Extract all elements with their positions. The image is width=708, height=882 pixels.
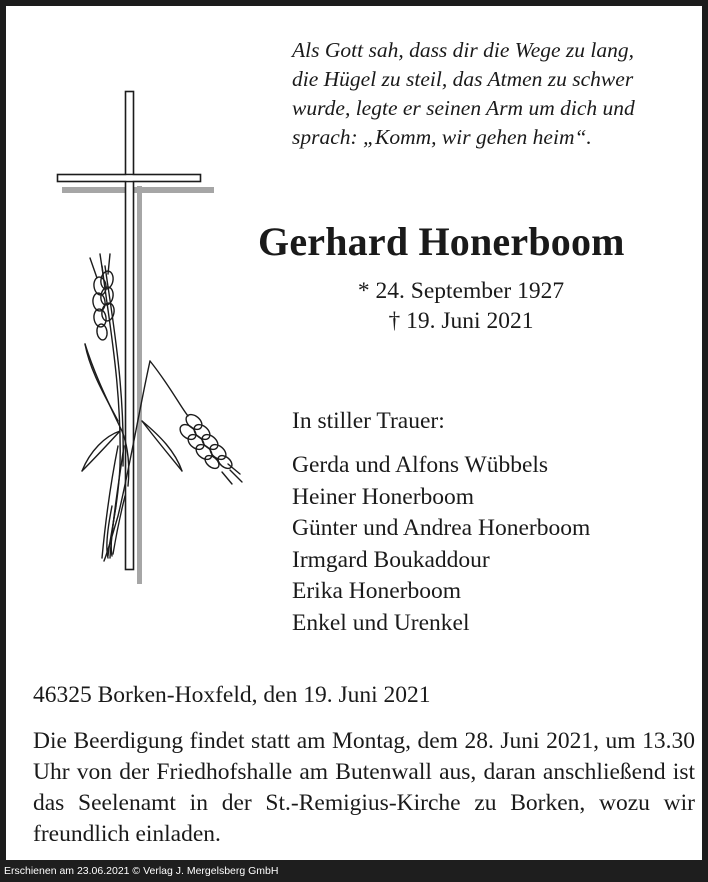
poem-line: Als Gott sah, dass dir die Wege zu lang, xyxy=(292,38,635,62)
birth-date: * 24. September 1927 xyxy=(357,278,565,304)
mourner-name: Gerda und Alfons Wübbels xyxy=(292,452,549,478)
mourners-heading: In stiller Trauer: xyxy=(292,408,445,434)
place-and-date: 46325 Borken-Hoxfeld, den 19. Juni 2021 xyxy=(33,682,431,708)
poem xyxy=(292,36,702,152)
poem-line: die Hügel zu steil, das Atmen zu schwer xyxy=(292,67,634,91)
wheat-icon xyxy=(82,254,242,561)
publication-footer: Erschienen am 23.06.2021 © Verlag J. Mergelsberg GmbH xyxy=(0,860,708,882)
mourner-name: Irmgard Boukaddour xyxy=(292,546,490,573)
cross-icon xyxy=(58,92,215,585)
cross-with-wheat-illustration xyxy=(50,86,250,596)
mourner-name: Erika Honerboom xyxy=(292,578,462,604)
poem-line: sprach: „Komm, wir gehen heim“. xyxy=(292,125,592,149)
mourners-list xyxy=(292,450,590,639)
mourner-name: Heiner Honerboom xyxy=(292,483,475,510)
mourner-name: Enkel und Urenkel xyxy=(292,609,470,636)
death-date: † 19. Juni 2021 xyxy=(388,308,534,334)
mourner-name: Günter und Andrea Honerboom xyxy=(292,515,591,541)
deceased-name: Gerhard Honerboom xyxy=(258,219,625,264)
life-dates xyxy=(286,276,636,336)
poem-line: wurde, legte er seinen Arm um dich und xyxy=(292,96,635,120)
funeral-notice: Die Beerdigung findet statt am Montag, dem 28. Juni 2021, um 13.30 Uhr von der Friedhofshalle am Butenwall aus, daran anschließend ist das Seelenamt in der St.-Remigius-Kirche zu Borken, wozu wir freundlich einladen. xyxy=(33,728,695,847)
